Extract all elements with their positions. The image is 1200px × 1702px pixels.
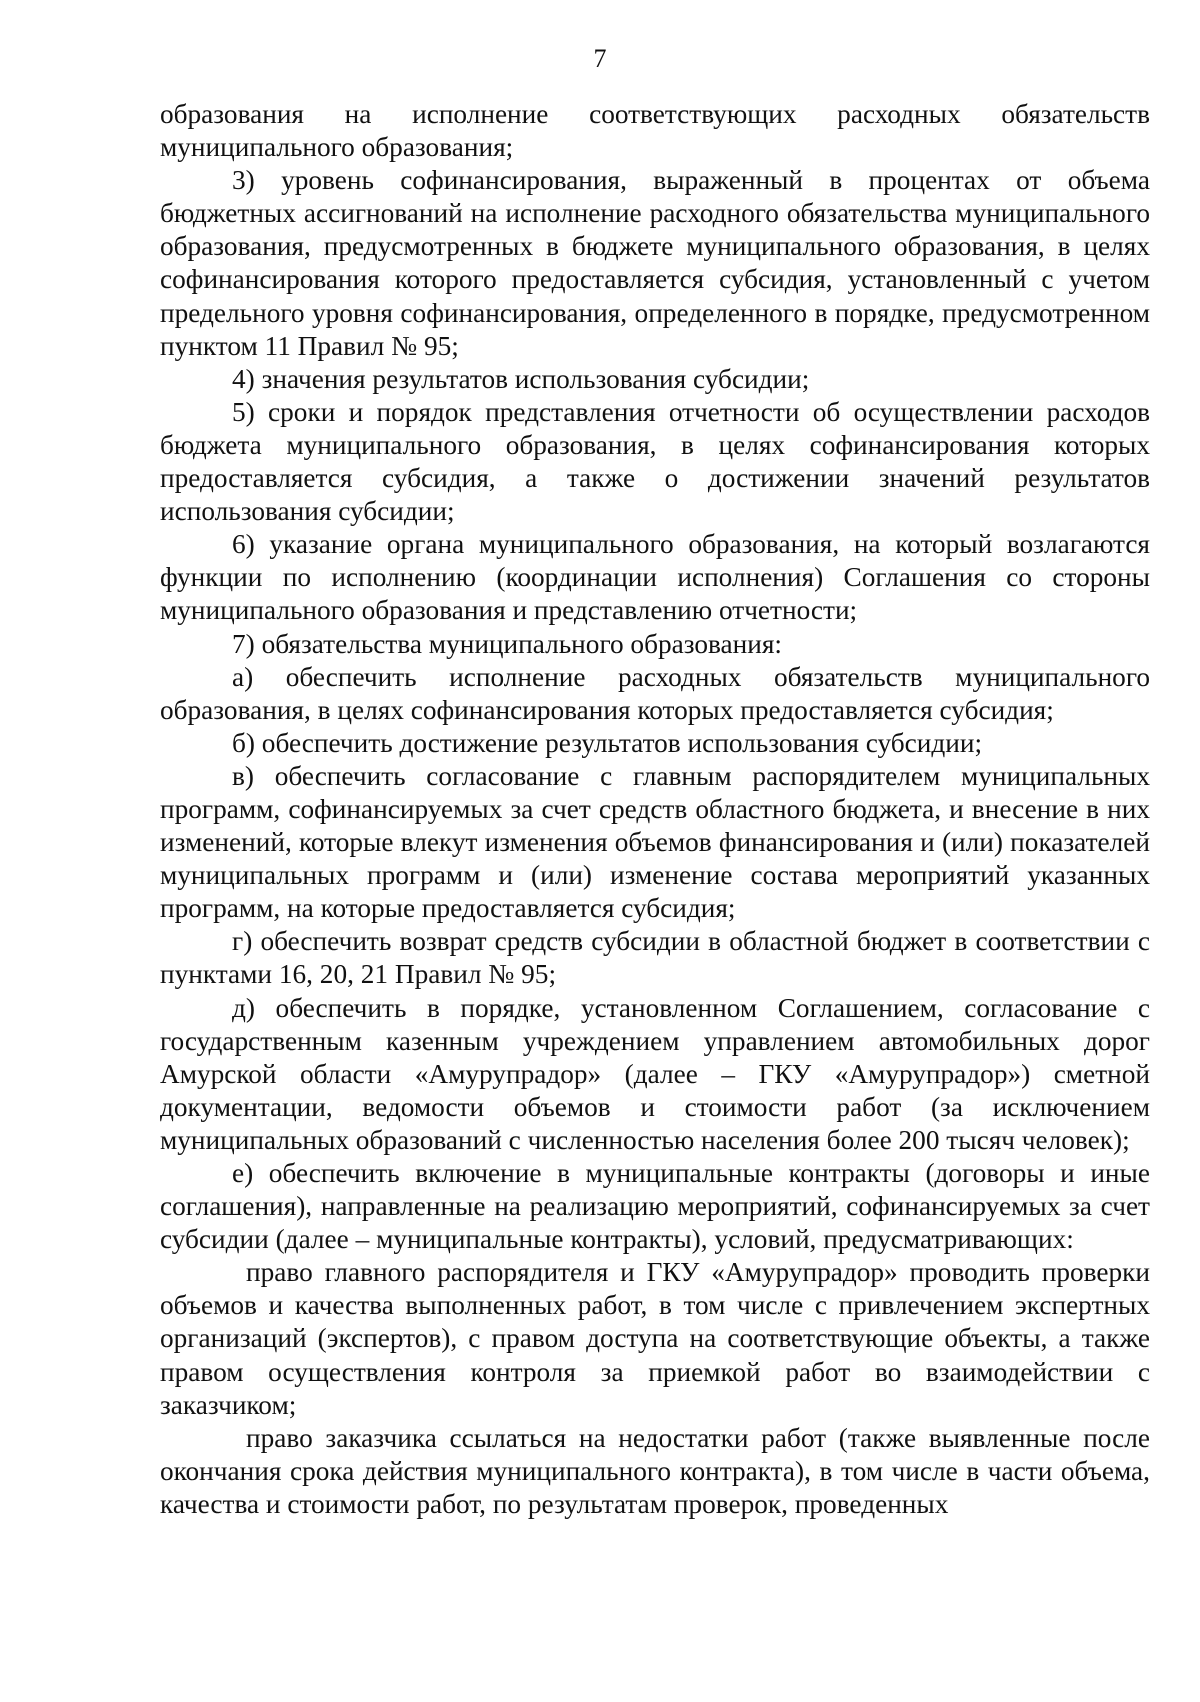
paragraph-item-7: 7) обязательства муниципального образования: bbox=[232, 628, 783, 659]
paragraph-subitem-v: в) обеспечить согласование с главным распорядителем муниципальных программ, софинансируемых за счет средств областного бюджета, и внесение в них изменений, которые влекут изменения объемов финансирования и (или) показателей муниципальных программ и (или) изменение состава мероприятий указанных программ, на которые предоставляется субсидия; bbox=[160, 760, 1150, 924]
paragraph-continuation: образования на исполнение соответствующих расходных обязательств муниципального образования; bbox=[160, 99, 1150, 163]
paragraph-subitem-b: б) обеспечить достижение результатов использования субсидии; bbox=[232, 727, 983, 758]
paragraph-subitem-d: д) обеспечить в порядке, установленном Соглашением, согласование с государственным казенным учреждением управлением автомобильных дорог Амурской области «Амурупрадор» (далее – ГКУ «Амурупрадор») сметной документации, ведомости объемов и стоимости работ (за исключением муниципальных образований с численностью населения более 200 тысяч человек); bbox=[160, 992, 1150, 1155]
paragraph-right-customer: право заказчика ссылаться на недостатки работ (также выявленные после окончания срока действия муниципального контракта), в том числе в части объема, качества и стоимости работ, по результатам проверок, проведенных bbox=[160, 1422, 1150, 1519]
page-number: 7 bbox=[593, 44, 607, 73]
paragraph-subitem-e: е) обеспечить включение в муниципальные контракты (договоры и иные соглашения), направленные на реализацию мероприятий, софинансируемых за счет субсидии (далее – муниципальные контракты), условий, предусматривающих: bbox=[160, 1158, 1150, 1255]
paragraph-subitem-g: г) обеспечить возврат средств субсидии в областной бюджет в соответствии с пунктами 16, 20, 21 Правил № 95; bbox=[160, 926, 1150, 990]
paragraph-item-6: 6) указание органа муниципального образования, на который возлагаются функции по исполнению (координации исполнения) Соглашения со стороны муниципального образования и представлению отчетности; bbox=[160, 529, 1150, 626]
paragraph-subitem-a: а) обеспечить исполнение расходных обязательств муниципального образования, в целях софинансирования которых предоставляется субсидия; bbox=[160, 661, 1150, 725]
document-body bbox=[160, 98, 1150, 1521]
paragraph-right-inspection: право главного распорядителя и ГКУ «Амурупрадор» проводить проверки объемов и качества выполненных работ, в том числе с привлечением экспертных организаций (экспертов), с правом доступа на соответствующие объекты, а также правом осуществления контроля за приемкой работ во взаимодействии с заказчиком; bbox=[160, 1257, 1150, 1420]
paragraph-item-5: 5) сроки и порядок представления отчетности об осуществлении расходов бюджета муниципального образования, в целях софинансирования которых предоставляется субсидия, а также о достижении значений результатов использования субсидии; bbox=[160, 396, 1150, 527]
paragraph-item-4: 4) значения результатов использования субсидии; bbox=[232, 363, 810, 394]
paragraph-item-3: 3) уровень софинансирования, выраженный в процентах от объема бюджетных ассигнований на исполнение расходного обязательства муниципального образования, предусмотренных в бюджете муниципального образования, в целях софинансирования которого предоставляется субсидия, установленный с учетом предельного уровня софинансирования, определенного в порядке, предусмотренном пунктом 11 Правил № 95; bbox=[160, 165, 1150, 361]
